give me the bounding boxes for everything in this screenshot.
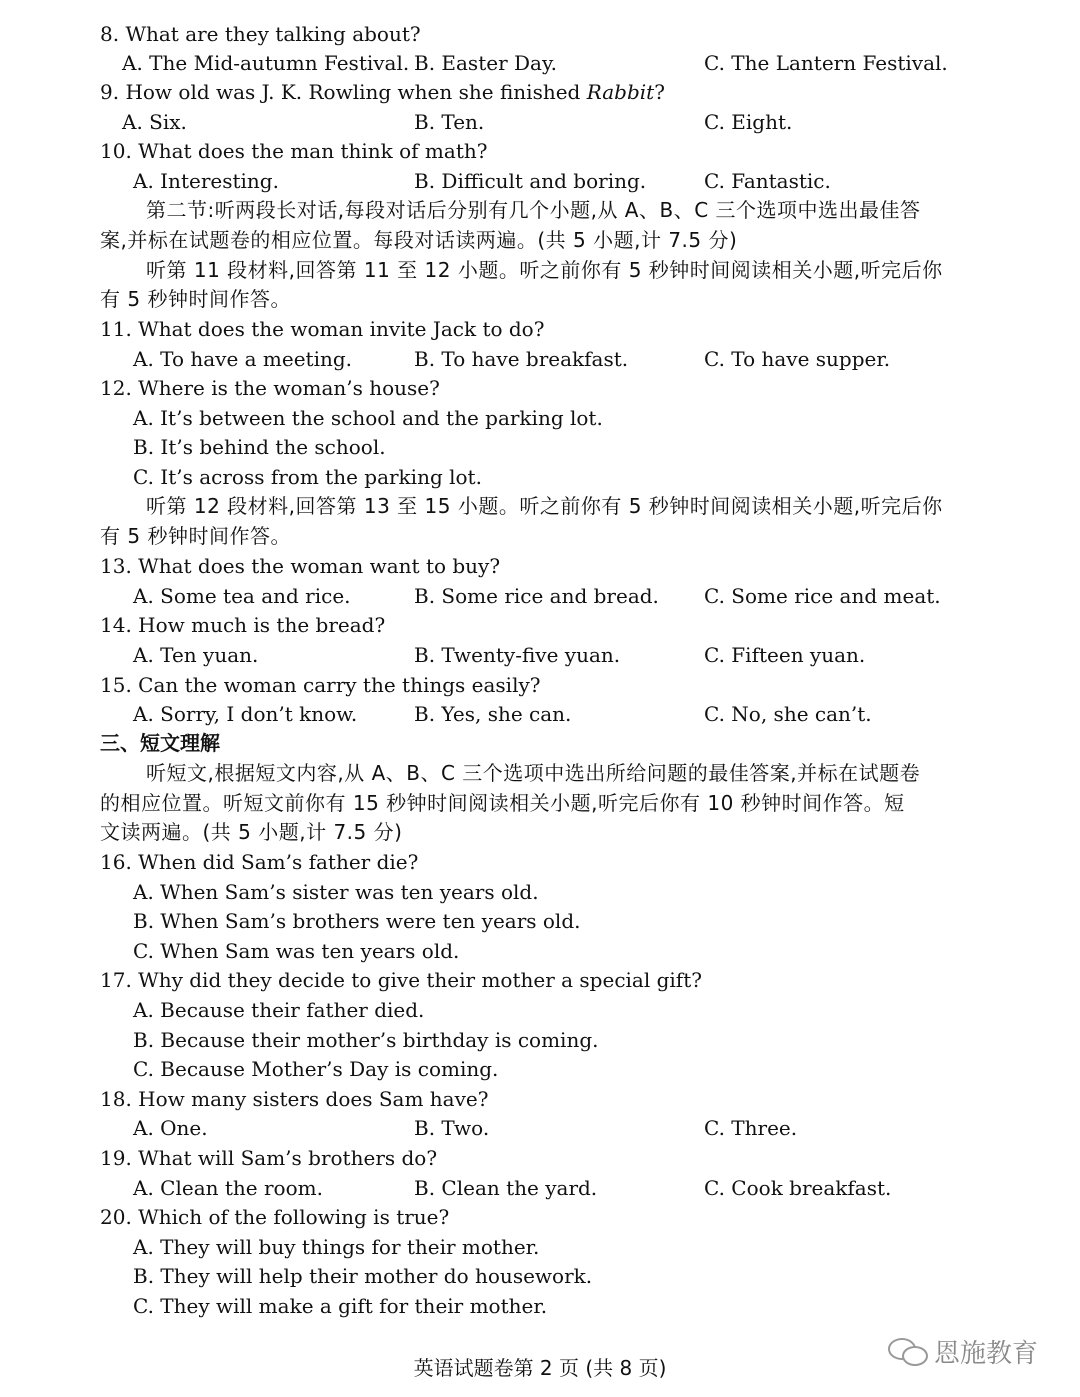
question-13: 13. What does the woman want to buy? xyxy=(100,554,501,578)
question-11: 11. What does the woman invite Jack to do? xyxy=(100,317,545,341)
section2-instructions-line2: 案,并标在试题卷的相应位置。每段对话读两遍。(共 5 小题,计 7.5 分) xyxy=(100,228,738,252)
question-10: 10. What does the man think of math? xyxy=(100,139,488,163)
section3-instructions-line3: 文读两遍。(共 5 小题,计 7.5 分) xyxy=(100,820,403,844)
option-17c: C. Because Mother’s Day is coming. xyxy=(133,1057,499,1081)
question-8: 8. What are they talking about? xyxy=(100,22,421,46)
option-19a: A. Clean the room. xyxy=(133,1176,323,1200)
book-title: Rabbit xyxy=(586,80,655,104)
question-12: 12. Where is the woman’s house? xyxy=(100,376,440,400)
question-14: 14. How much is the bread? xyxy=(100,613,386,637)
material11-instructions-line2: 有 5 秒钟时间作答。 xyxy=(100,287,291,311)
option-17b: B. Because their mother’s birthday is coming. xyxy=(133,1028,599,1052)
option-11a: A. To have a meeting. xyxy=(133,347,353,371)
question-20: 20. Which of the following is true? xyxy=(100,1205,450,1229)
option-13a: A. Some tea and rice. xyxy=(133,584,351,608)
watermark xyxy=(888,1333,1038,1370)
option-17a: A. Because their father died. xyxy=(133,998,425,1022)
option-16c: C. When Sam was ten years old. xyxy=(133,939,460,963)
option-9b: B. Ten. xyxy=(414,110,485,134)
option-15c: C. No, she can’t. xyxy=(704,702,872,726)
option-15a: A. Sorry, I don’t know. xyxy=(133,702,358,726)
option-20a: A. They will buy things for their mother. xyxy=(133,1235,540,1259)
material11-instructions-line1: 听第 11 段材料,回答第 11 至 12 小题。听之前你有 5 秒钟时间阅读相关小题,听完后你 xyxy=(146,258,943,282)
wechat-icon xyxy=(888,1338,928,1366)
option-12a: A. It’s between the school and the parking lot. xyxy=(133,406,603,430)
option-20b: B. They will help their mother do housework. xyxy=(133,1264,593,1288)
question-9: 9. How old was J. K. Rowling when she finished Rabbit? xyxy=(100,80,665,104)
option-9c: C. Eight. xyxy=(704,110,793,134)
section3-title: 三、短文理解 xyxy=(100,731,220,755)
option-8b: B. Easter Day. xyxy=(414,51,557,75)
option-11b: B. To have breakfast. xyxy=(414,347,629,371)
option-12c: C. It’s across from the parking lot. xyxy=(133,465,482,489)
option-14b: B. Twenty-five yuan. xyxy=(414,643,621,667)
page-footer: 英语试题卷第 2 页 (共 8 页) xyxy=(413,1356,667,1380)
option-14a: A. Ten yuan. xyxy=(133,643,259,667)
option-16b: B. When Sam’s brothers were ten years old. xyxy=(133,909,581,933)
option-18c: C. Three. xyxy=(704,1116,798,1140)
question-19: 19. What will Sam’s brothers do? xyxy=(100,1146,438,1170)
option-10c: C. Fantastic. xyxy=(704,169,831,193)
option-8c: C. The Lantern Festival. xyxy=(704,51,948,75)
material12-instructions-line2: 有 5 秒钟时间作答。 xyxy=(100,524,291,548)
question-15: 15. Can the woman carry the things easily? xyxy=(100,673,541,697)
option-18a: A. One. xyxy=(133,1116,208,1140)
option-16a: A. When Sam’s sister was ten years old. xyxy=(133,880,539,904)
option-19c: C. Cook breakfast. xyxy=(704,1176,892,1200)
option-11c: C. To have supper. xyxy=(704,347,891,371)
option-9a: A. Six. xyxy=(122,110,187,134)
option-18b: B. Two. xyxy=(414,1116,490,1140)
question-18: 18. How many sisters does Sam have? xyxy=(100,1087,489,1111)
option-19b: B. Clean the yard. xyxy=(414,1176,598,1200)
option-12b: B. It’s behind the school. xyxy=(133,435,386,459)
question-16: 16. When did Sam’s father die? xyxy=(100,850,419,874)
option-13b: B. Some rice and bread. xyxy=(414,584,659,608)
section2-instructions-line1: 第二节:听两段长对话,每段对话后分别有几个小题,从 A、B、C 三个选项中选出最佳答 xyxy=(146,198,921,222)
option-14c: C. Fifteen yuan. xyxy=(704,643,866,667)
question-17: 17. Why did they decide to give their mother a special gift? xyxy=(100,968,702,992)
section3-instructions-line2: 的相应位置。听短文前你有 15 秒钟时间阅读相关小题,听完后你有 10 秒钟时间作答。短 xyxy=(100,791,905,815)
option-10b: B. Difficult and boring. xyxy=(414,169,647,193)
option-15b: B. Yes, she can. xyxy=(414,702,572,726)
section3-instructions-line1: 听短文,根据短文内容,从 A、B、C 三个选项中选出所给问题的最佳答案,并标在试题卷 xyxy=(146,761,921,785)
option-13c: C. Some rice and meat. xyxy=(704,584,941,608)
option-20c: C. They will make a gift for their mother. xyxy=(133,1294,548,1318)
option-8a: A. The Mid-autumn Festival. xyxy=(122,51,410,75)
watermark-text: 恩施教育 xyxy=(934,1339,1039,1369)
option-10a: A. Interesting. xyxy=(133,169,279,193)
material12-instructions-line1: 听第 12 段材料,回答第 13 至 15 小题。听之前你有 5 秒钟时间阅读相关小题,听完后你 xyxy=(146,494,943,518)
